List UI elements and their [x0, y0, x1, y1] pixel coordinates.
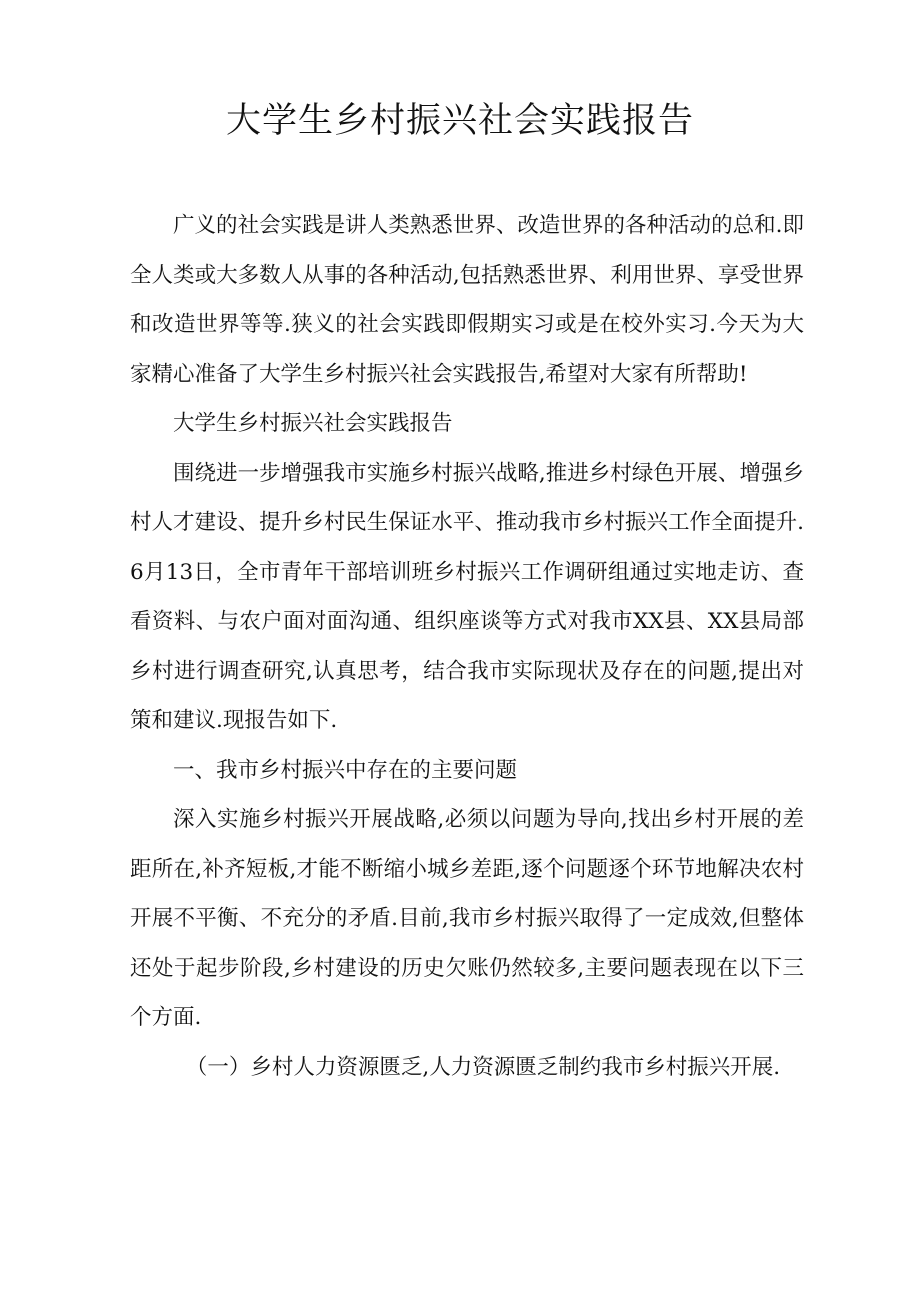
- document-body: [130, 201, 804, 1092]
- section-heading-problems: 一、我市乡村振兴中存在的主要问题: [173, 757, 518, 783]
- problems-paragraph: 深入实施乡村振兴开展战略,必须以问题为导向,找出乡村开展的差距所在,补齐短板,才能不断缩小城乡差距,逐个问题逐个环节地解决农村开展不平衡、不充分的矛盾.目前,我市乡村振兴取得了一定成效,但整体还处于起步阶段,乡村建设的历史欠账仍然较多,主要问题表现在以下三个方面.: [130, 807, 804, 1030]
- subsection-heading-1: （一）乡村人力资源匮乏,人力资源匮乏制约我市乡村振兴开展.: [185, 1054, 781, 1080]
- intro-paragraph: 广义的社会实践是讲人类熟悉世界、改造世界的各种活动的总和.即全人类或大多数人从事的各种活动,包括熟悉世界、利用世界、享受世界和改造世界等等.狭义的社会实践即假期实习或是在校外实习.今天为大家精心准备了大学生乡村振兴社会实践报告,希望对大家有所帮助!: [130, 213, 804, 387]
- document-title: 大学生乡村振兴社会实践报告: [225, 101, 694, 141]
- background-paragraph: 围绕进一步增强我市实施乡村振兴战略,推进乡村绿色开展、增强乡村人才建设、提升乡村民生保证水平、推动我市乡村振兴工作全面提升.6月13日，全市青年干部培训班乡村振兴工作调研组通过实地走访、查看资料、与农户面对面沟通、组织座谈等方式对我市XX县、XX县局部乡村进行调查研究,认真思考，结合我市实际现状及存在的问题,提出对策和建议.现报告如下.: [130, 460, 804, 733]
- section-heading-report: 大学生乡村振兴社会实践报告: [173, 411, 453, 436]
